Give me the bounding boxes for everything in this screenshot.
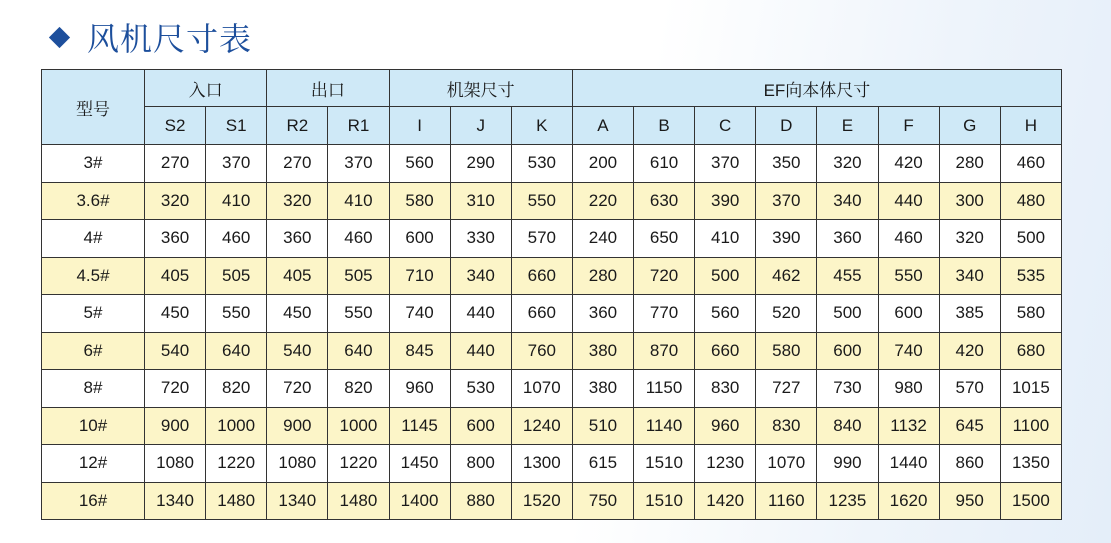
value-cell: 1145 bbox=[389, 407, 450, 445]
value-cell: 720 bbox=[267, 370, 328, 408]
value-cell: 550 bbox=[511, 182, 572, 220]
value-cell: 600 bbox=[878, 295, 939, 333]
group-header: 入口 bbox=[145, 70, 267, 107]
value-cell: 760 bbox=[511, 332, 572, 370]
value-cell: 450 bbox=[145, 295, 206, 333]
value-cell: 560 bbox=[695, 295, 756, 333]
value-cell: 1440 bbox=[878, 445, 939, 483]
value-cell: 270 bbox=[267, 145, 328, 183]
value-cell: 960 bbox=[389, 370, 450, 408]
value-cell: 410 bbox=[695, 220, 756, 258]
group-header: 出口 bbox=[267, 70, 389, 107]
value-cell: 405 bbox=[267, 257, 328, 295]
value-cell: 1015 bbox=[1000, 370, 1061, 408]
value-cell: 1080 bbox=[267, 445, 328, 483]
diamond-icon bbox=[49, 26, 70, 47]
column-header-row bbox=[42, 107, 1062, 145]
value-cell: 615 bbox=[572, 445, 633, 483]
value-cell: 1520 bbox=[511, 482, 572, 520]
model-cell: 12# bbox=[42, 445, 145, 483]
value-cell: 310 bbox=[450, 182, 511, 220]
value-cell: 845 bbox=[389, 332, 450, 370]
value-cell: 320 bbox=[817, 145, 878, 183]
value-cell: 1132 bbox=[878, 407, 939, 445]
value-cell: 385 bbox=[939, 295, 1000, 333]
value-cell: 560 bbox=[389, 145, 450, 183]
model-header: 型号 bbox=[42, 70, 145, 145]
fan-dimension-table bbox=[41, 69, 1062, 520]
column-header: S1 bbox=[206, 107, 267, 145]
value-cell: 840 bbox=[817, 407, 878, 445]
value-cell: 505 bbox=[328, 257, 389, 295]
value-cell: 1100 bbox=[1000, 407, 1061, 445]
value-cell: 800 bbox=[450, 445, 511, 483]
value-cell: 1230 bbox=[695, 445, 756, 483]
value-cell: 410 bbox=[206, 182, 267, 220]
value-cell: 720 bbox=[145, 370, 206, 408]
value-cell: 320 bbox=[267, 182, 328, 220]
value-cell: 530 bbox=[511, 145, 572, 183]
value-cell: 1150 bbox=[634, 370, 695, 408]
value-cell: 370 bbox=[756, 182, 817, 220]
value-cell: 570 bbox=[511, 220, 572, 258]
value-cell: 900 bbox=[145, 407, 206, 445]
value-cell: 1450 bbox=[389, 445, 450, 483]
value-cell: 535 bbox=[1000, 257, 1061, 295]
value-cell: 420 bbox=[878, 145, 939, 183]
model-cell: 4.5# bbox=[42, 257, 145, 295]
value-cell: 727 bbox=[756, 370, 817, 408]
table-row bbox=[42, 257, 1062, 295]
column-header: C bbox=[695, 107, 756, 145]
column-header: H bbox=[1000, 107, 1061, 145]
value-cell: 480 bbox=[1000, 182, 1061, 220]
value-cell: 510 bbox=[572, 407, 633, 445]
model-cell: 5# bbox=[42, 295, 145, 333]
value-cell: 830 bbox=[756, 407, 817, 445]
value-cell: 820 bbox=[206, 370, 267, 408]
model-cell: 3# bbox=[42, 145, 145, 183]
value-cell: 1510 bbox=[634, 482, 695, 520]
value-cell: 500 bbox=[1000, 220, 1061, 258]
value-cell: 360 bbox=[572, 295, 633, 333]
value-cell: 420 bbox=[939, 332, 1000, 370]
value-cell: 1620 bbox=[878, 482, 939, 520]
value-cell: 980 bbox=[878, 370, 939, 408]
table-row bbox=[42, 145, 1062, 183]
value-cell: 240 bbox=[572, 220, 633, 258]
value-cell: 1160 bbox=[756, 482, 817, 520]
value-cell: 370 bbox=[328, 145, 389, 183]
value-cell: 710 bbox=[389, 257, 450, 295]
value-cell: 1070 bbox=[511, 370, 572, 408]
value-cell: 1220 bbox=[206, 445, 267, 483]
value-cell: 270 bbox=[145, 145, 206, 183]
value-cell: 900 bbox=[267, 407, 328, 445]
value-cell: 660 bbox=[511, 295, 572, 333]
value-cell: 1510 bbox=[634, 445, 695, 483]
group-header-row bbox=[42, 70, 1062, 107]
value-cell: 450 bbox=[267, 295, 328, 333]
value-cell: 730 bbox=[817, 370, 878, 408]
column-header: E bbox=[817, 107, 878, 145]
value-cell: 340 bbox=[450, 257, 511, 295]
value-cell: 200 bbox=[572, 145, 633, 183]
value-cell: 650 bbox=[634, 220, 695, 258]
value-cell: 462 bbox=[756, 257, 817, 295]
table-row bbox=[42, 370, 1062, 408]
value-cell: 280 bbox=[572, 257, 633, 295]
value-cell: 720 bbox=[634, 257, 695, 295]
value-cell: 405 bbox=[145, 257, 206, 295]
value-cell: 520 bbox=[756, 295, 817, 333]
value-cell: 660 bbox=[695, 332, 756, 370]
value-cell: 540 bbox=[145, 332, 206, 370]
value-cell: 380 bbox=[572, 370, 633, 408]
value-cell: 330 bbox=[450, 220, 511, 258]
value-cell: 410 bbox=[328, 182, 389, 220]
value-cell: 500 bbox=[695, 257, 756, 295]
column-header: S2 bbox=[145, 107, 206, 145]
value-cell: 640 bbox=[328, 332, 389, 370]
value-cell: 440 bbox=[450, 295, 511, 333]
value-cell: 1340 bbox=[267, 482, 328, 520]
column-header: R1 bbox=[328, 107, 389, 145]
model-cell: 4# bbox=[42, 220, 145, 258]
value-cell: 220 bbox=[572, 182, 633, 220]
value-cell: 680 bbox=[1000, 332, 1061, 370]
table-row bbox=[42, 182, 1062, 220]
value-cell: 530 bbox=[450, 370, 511, 408]
value-cell: 645 bbox=[939, 407, 1000, 445]
value-cell: 740 bbox=[878, 332, 939, 370]
value-cell: 1350 bbox=[1000, 445, 1061, 483]
value-cell: 600 bbox=[817, 332, 878, 370]
value-cell: 460 bbox=[878, 220, 939, 258]
value-cell: 960 bbox=[695, 407, 756, 445]
table-row bbox=[42, 295, 1062, 333]
table-row bbox=[42, 220, 1062, 258]
value-cell: 1480 bbox=[206, 482, 267, 520]
value-cell: 340 bbox=[939, 257, 1000, 295]
value-cell: 460 bbox=[328, 220, 389, 258]
column-header: K bbox=[511, 107, 572, 145]
model-cell: 16# bbox=[42, 482, 145, 520]
value-cell: 290 bbox=[450, 145, 511, 183]
value-cell: 640 bbox=[206, 332, 267, 370]
group-header: 机架尺寸 bbox=[389, 70, 572, 107]
value-cell: 860 bbox=[939, 445, 1000, 483]
value-cell: 580 bbox=[756, 332, 817, 370]
value-cell: 390 bbox=[695, 182, 756, 220]
value-cell: 1140 bbox=[634, 407, 695, 445]
value-cell: 990 bbox=[817, 445, 878, 483]
value-cell: 440 bbox=[878, 182, 939, 220]
column-header: D bbox=[756, 107, 817, 145]
model-cell: 10# bbox=[42, 407, 145, 445]
value-cell: 630 bbox=[634, 182, 695, 220]
value-cell: 740 bbox=[389, 295, 450, 333]
table-row bbox=[42, 482, 1062, 520]
value-cell: 360 bbox=[145, 220, 206, 258]
value-cell: 300 bbox=[939, 182, 1000, 220]
value-cell: 1240 bbox=[511, 407, 572, 445]
value-cell: 500 bbox=[817, 295, 878, 333]
table-row bbox=[42, 445, 1062, 483]
value-cell: 360 bbox=[267, 220, 328, 258]
page-title-block bbox=[48, 12, 252, 62]
value-cell: 1420 bbox=[695, 482, 756, 520]
value-cell: 550 bbox=[206, 295, 267, 333]
column-header: A bbox=[572, 107, 633, 145]
value-cell: 770 bbox=[634, 295, 695, 333]
value-cell: 370 bbox=[206, 145, 267, 183]
value-cell: 660 bbox=[511, 257, 572, 295]
column-header: G bbox=[939, 107, 1000, 145]
value-cell: 550 bbox=[328, 295, 389, 333]
column-header: B bbox=[634, 107, 695, 145]
value-cell: 750 bbox=[572, 482, 633, 520]
value-cell: 380 bbox=[572, 332, 633, 370]
value-cell: 1500 bbox=[1000, 482, 1061, 520]
model-cell: 3.6# bbox=[42, 182, 145, 220]
value-cell: 340 bbox=[817, 182, 878, 220]
value-cell: 1400 bbox=[389, 482, 450, 520]
value-cell: 540 bbox=[267, 332, 328, 370]
table-row bbox=[42, 407, 1062, 445]
value-cell: 1300 bbox=[511, 445, 572, 483]
value-cell: 460 bbox=[206, 220, 267, 258]
column-header: J bbox=[450, 107, 511, 145]
value-cell: 460 bbox=[1000, 145, 1061, 183]
value-cell: 950 bbox=[939, 482, 1000, 520]
value-cell: 1000 bbox=[328, 407, 389, 445]
value-cell: 880 bbox=[450, 482, 511, 520]
value-cell: 820 bbox=[328, 370, 389, 408]
column-header: R2 bbox=[267, 107, 328, 145]
model-cell: 6# bbox=[42, 332, 145, 370]
value-cell: 570 bbox=[939, 370, 1000, 408]
value-cell: 1070 bbox=[756, 445, 817, 483]
value-cell: 440 bbox=[450, 332, 511, 370]
value-cell: 580 bbox=[1000, 295, 1061, 333]
value-cell: 600 bbox=[450, 407, 511, 445]
value-cell: 360 bbox=[817, 220, 878, 258]
value-cell: 830 bbox=[695, 370, 756, 408]
value-cell: 505 bbox=[206, 257, 267, 295]
value-cell: 580 bbox=[389, 182, 450, 220]
value-cell: 320 bbox=[145, 182, 206, 220]
column-header: F bbox=[878, 107, 939, 145]
value-cell: 1000 bbox=[206, 407, 267, 445]
value-cell: 1235 bbox=[817, 482, 878, 520]
value-cell: 370 bbox=[695, 145, 756, 183]
table-row bbox=[42, 332, 1062, 370]
model-cell: 8# bbox=[42, 370, 145, 408]
value-cell: 550 bbox=[878, 257, 939, 295]
value-cell: 600 bbox=[389, 220, 450, 258]
value-cell: 320 bbox=[939, 220, 1000, 258]
page-title: 风机尺寸表 bbox=[87, 20, 253, 58]
value-cell: 1340 bbox=[145, 482, 206, 520]
group-header: EF向本体尺寸 bbox=[572, 70, 1061, 107]
value-cell: 1220 bbox=[328, 445, 389, 483]
value-cell: 1080 bbox=[145, 445, 206, 483]
value-cell: 1480 bbox=[328, 482, 389, 520]
value-cell: 390 bbox=[756, 220, 817, 258]
value-cell: 350 bbox=[756, 145, 817, 183]
value-cell: 610 bbox=[634, 145, 695, 183]
column-header: I bbox=[389, 107, 450, 145]
value-cell: 280 bbox=[939, 145, 1000, 183]
value-cell: 870 bbox=[634, 332, 695, 370]
value-cell: 455 bbox=[817, 257, 878, 295]
